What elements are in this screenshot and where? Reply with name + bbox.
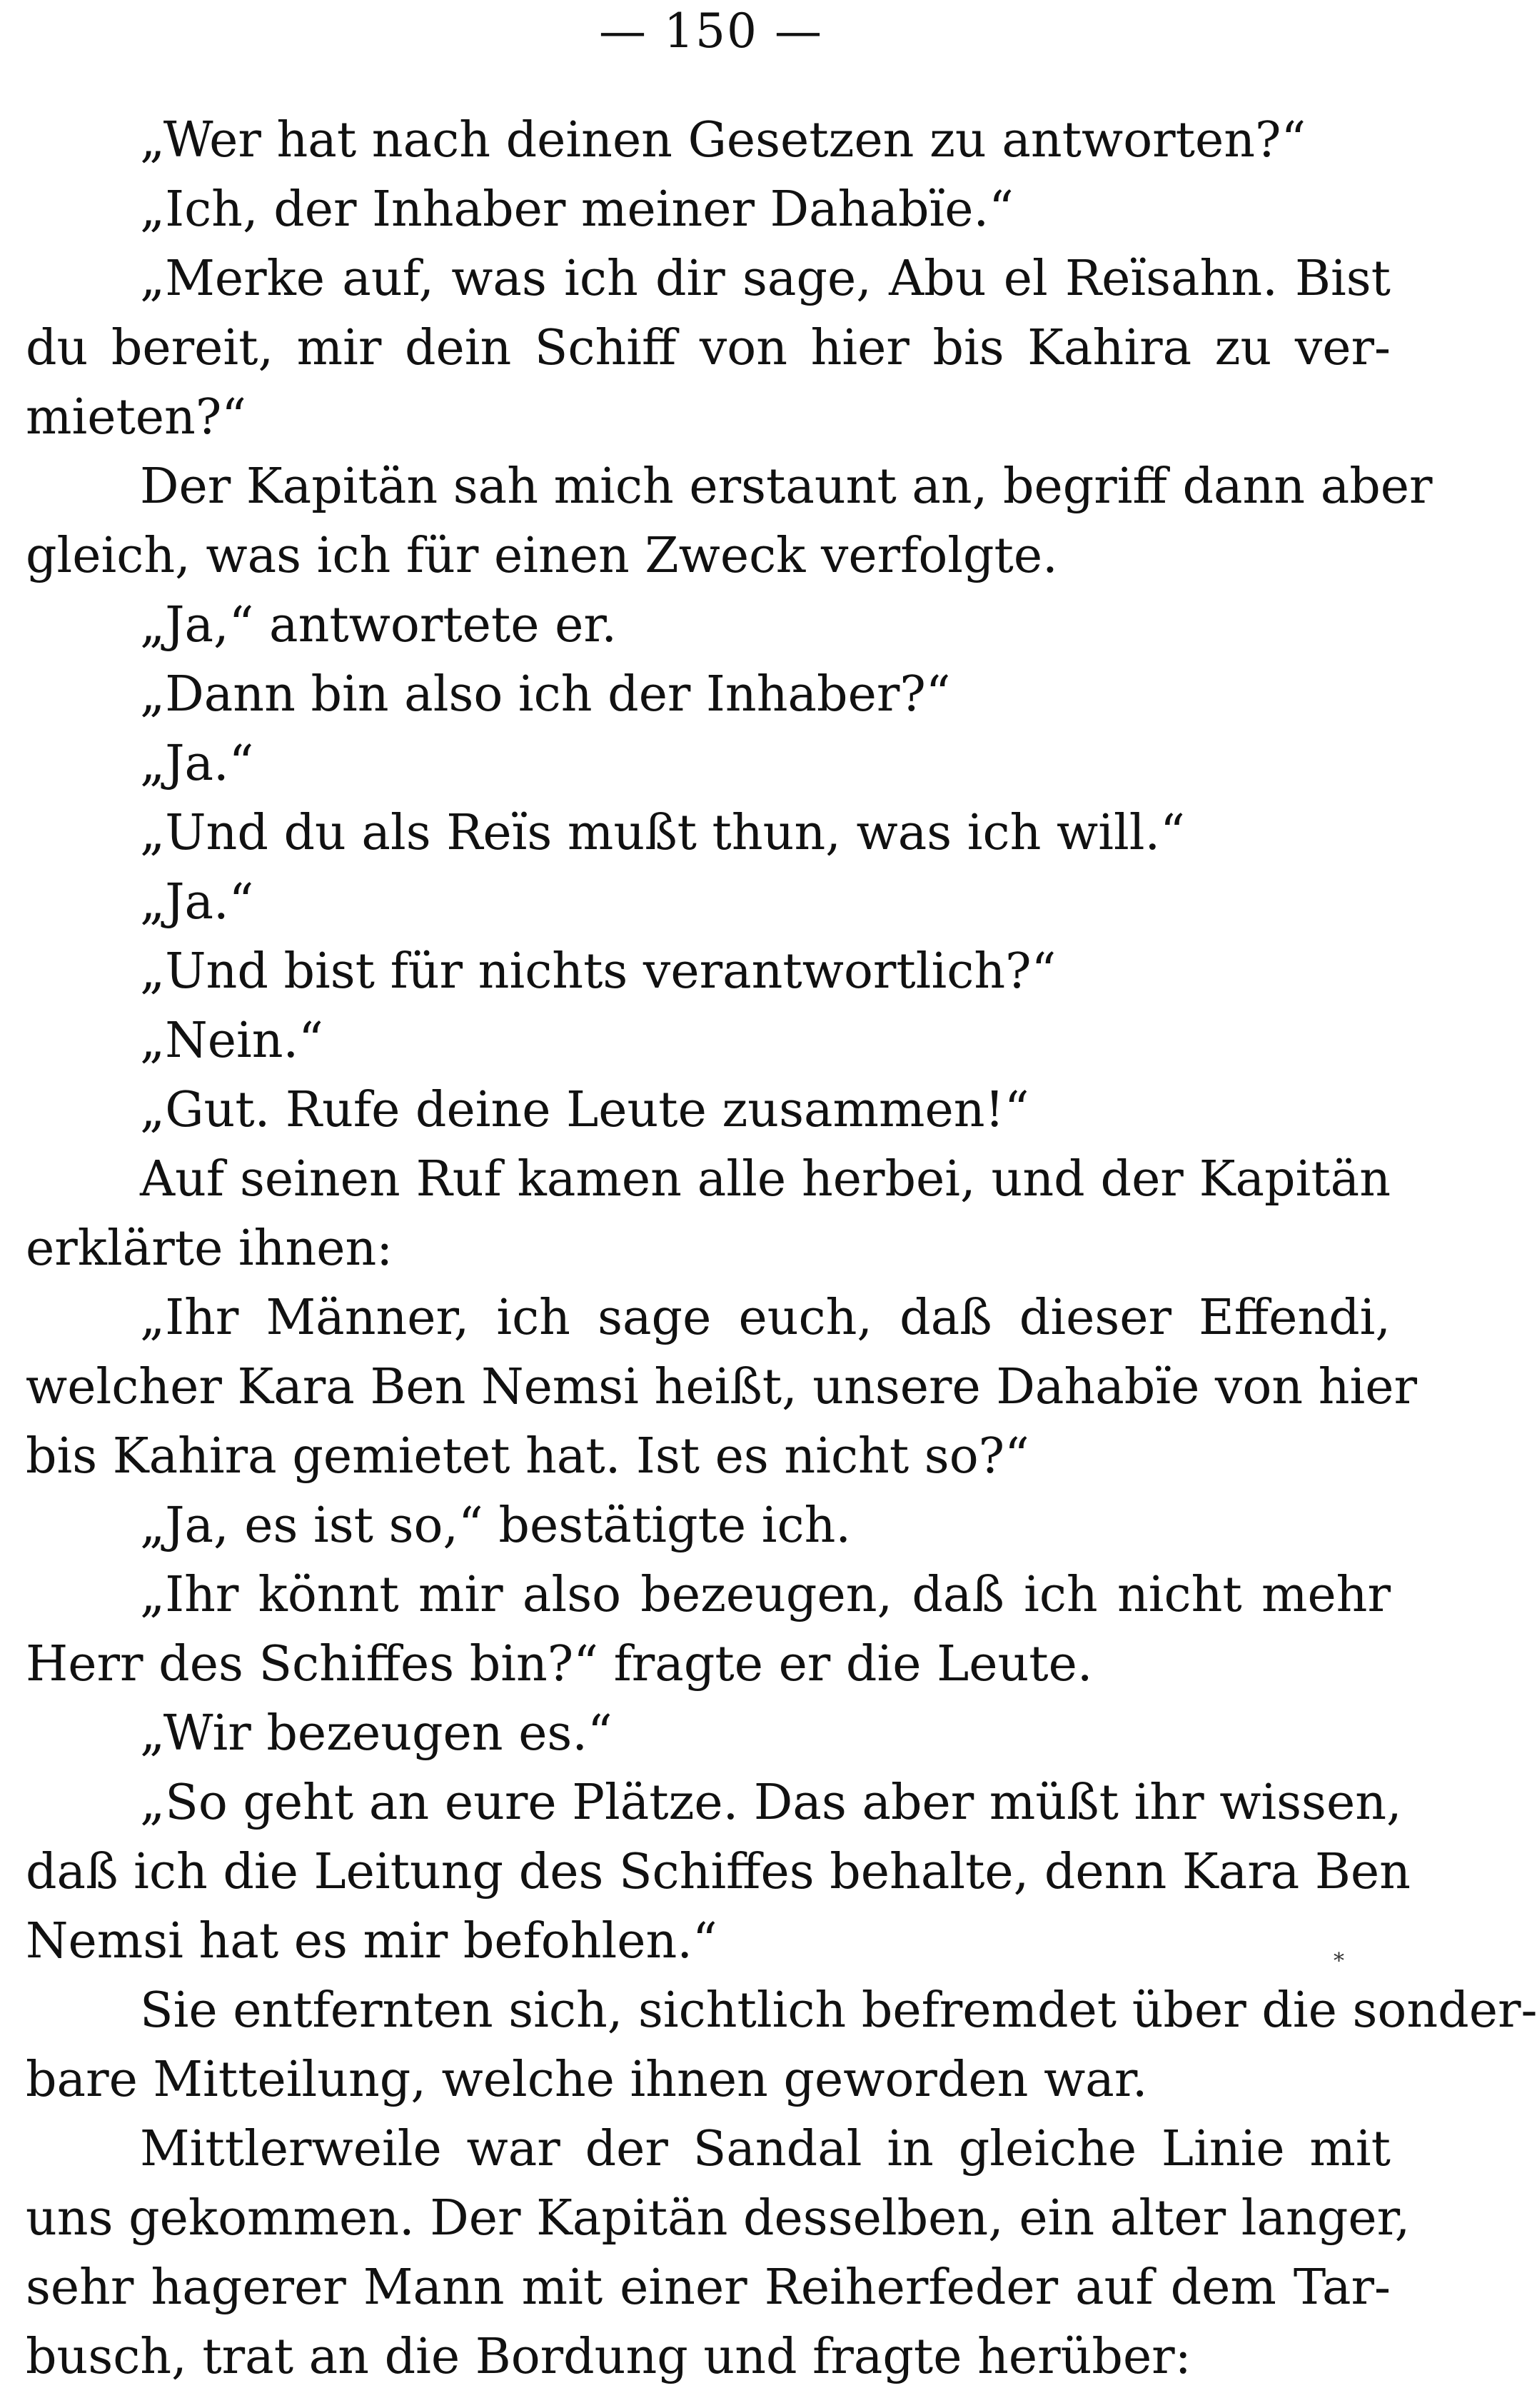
text-line: du bereit, mir dein Schiff von hier bis Kahira zu ver- xyxy=(26,320,1391,376)
text-line: „Ja.“ xyxy=(140,874,254,930)
text-line: „So geht an eure Plätze. Das aber müßt ihr wissen, xyxy=(140,1775,1402,1831)
text-line: Herr des Schiffes bin?“ fragte er die Leute. xyxy=(26,1636,1093,1692)
text-line: „Ich, der Inhaber meiner Dahabïe.“ xyxy=(140,181,1014,238)
text-line: „Nein.“ xyxy=(140,1013,323,1069)
text-line: bis Kahira gemietet hat. Ist es nicht so?“ xyxy=(26,1428,1029,1485)
text-line: „Ihr Männer, ich sage euch, daß dieser Effendi, xyxy=(140,1290,1391,1346)
text-line: mieten?“ xyxy=(26,389,247,446)
text-line: Der Kapitän sah mich erstaunt an, begriff dann aber xyxy=(140,458,1433,515)
text-line: „Merke auf, was ich dir sage, Abu el Reïsahn. Bist xyxy=(140,251,1391,307)
text-line: gleich, was ich für einen Zweck verfolgte. xyxy=(26,528,1058,584)
text-line: Mittlerweile war der Sandal in gleiche Linie mit xyxy=(140,2121,1391,2177)
text-line: „Ihr könnt mir also bezeugen, daß ich nicht mehr xyxy=(140,1567,1391,1623)
text-line: uns gekommen. Der Kapitän desselben, ein alter langer, xyxy=(26,2190,1411,2247)
text-line: busch, trat an die Bordung und fragte herüber: xyxy=(26,2329,1191,2385)
text-line: „Gut. Rufe deine Leute zusammen!“ xyxy=(140,1082,1029,1138)
text-line: erklärte ihnen: xyxy=(26,1220,393,1277)
text-line: daß ich die Leitung des Schiffes behalte, denn Kara Ben xyxy=(26,1844,1411,1900)
text-line: „Ja,“ antwortete er. xyxy=(140,597,617,653)
print-speck-mark: ⁎ xyxy=(1334,1942,1344,1967)
text-line: „Ja.“ xyxy=(140,736,254,792)
text-line: Nemsi hat es mir befohlen.“ xyxy=(26,1913,717,1970)
body-text xyxy=(26,106,1537,2392)
text-line: „Ja, es ist so,“ bestätigte ich. xyxy=(140,1498,851,1554)
text-line: „Wer hat nach deinen Gesetzen zu antworten?“ xyxy=(140,112,1306,169)
text-line: Sie entfernten sich, sichtlich befremdet über die sonder- xyxy=(140,1982,1537,2039)
text-line: „Und du als Reïs mußt thun, was ich will.“ xyxy=(140,805,1185,861)
text-line: „Wir bezeugen es.“ xyxy=(140,1705,613,1762)
text-line: welcher Kara Ben Nemsi heißt, unsere Dahabïe von hier xyxy=(26,1359,1417,1415)
text-line: Auf seinen Ruf kamen alle herbei, und der Kapitän xyxy=(140,1151,1391,1208)
page-number: — 150 — xyxy=(599,4,823,59)
text-line: „Dann bin also ich der Inhaber?“ xyxy=(140,666,951,723)
text-line: sehr hagerer Mann mit einer Reiherfeder auf dem Tar- xyxy=(26,2259,1391,2316)
text-line: „Und bist für nichts verantwortlich?“ xyxy=(140,943,1057,1000)
text-line: bare Mitteilung, welche ihnen geworden war. xyxy=(26,2052,1148,2108)
